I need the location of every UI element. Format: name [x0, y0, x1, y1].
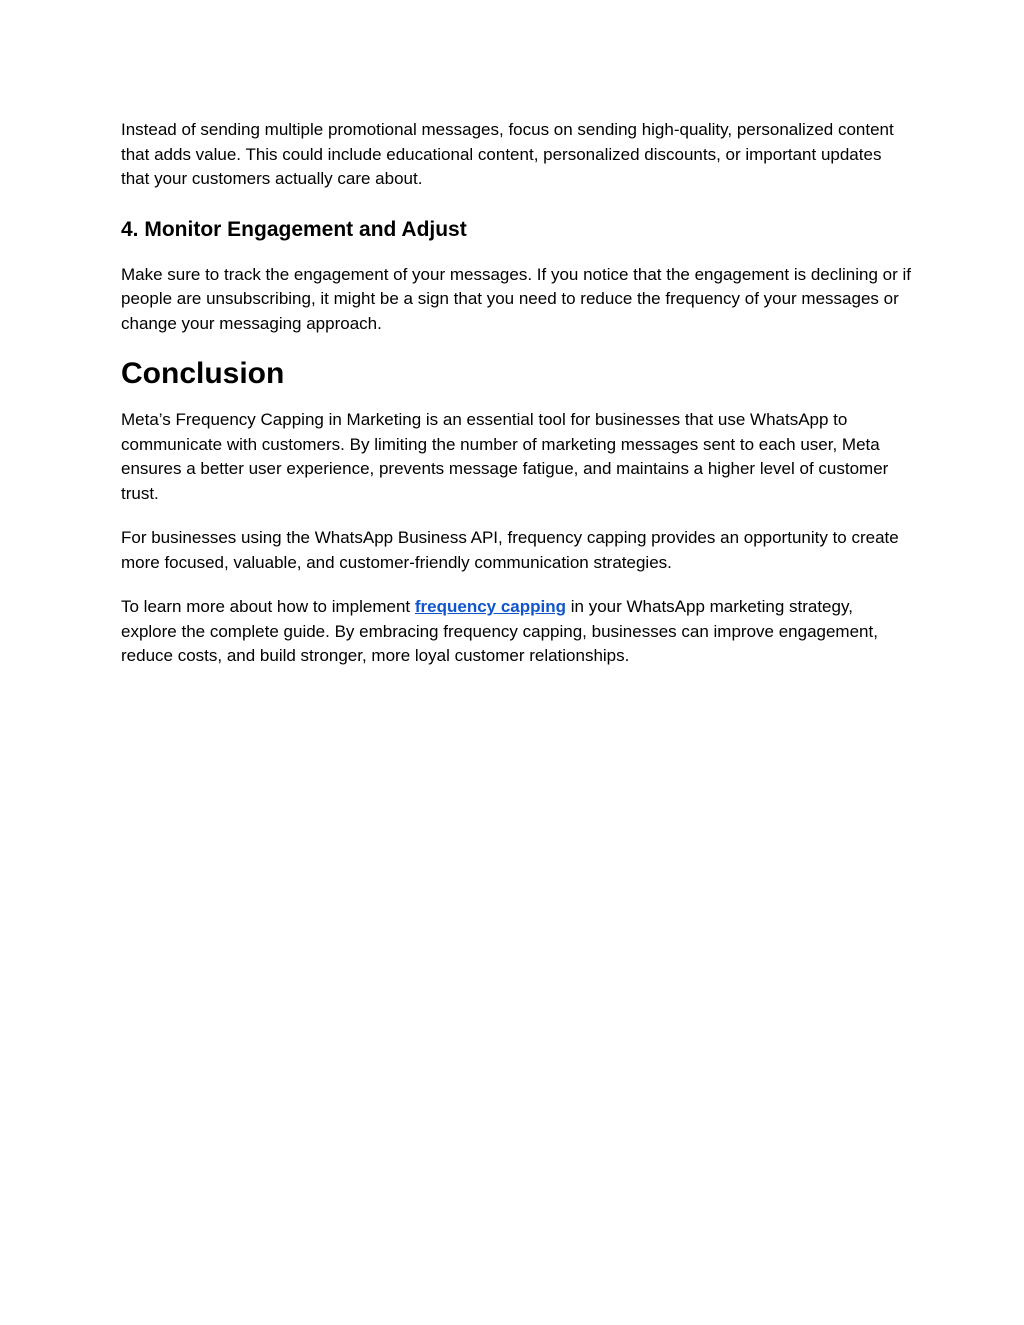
- section-heading-monitor-engagement: 4. Monitor Engagement and Adjust: [121, 217, 467, 241]
- frequency-capping-link[interactable]: frequency capping: [414, 597, 567, 616]
- conclusion-heading: Conclusion: [121, 357, 285, 390]
- paragraph-text-after-link: in your WhatsApp marketing strategy, explore the complete guide. By embracing frequency capping, businesses can improve engagement, reduce costs, and build stronger, more loyal customer relationships.: [121, 597, 878, 665]
- conclusion-paragraph-2: For businesses using the WhatsApp Business API, frequency capping provides an opportunity to create more focused, valuable, and customer-friendly communication strategies.: [121, 528, 899, 572]
- intro-paragraph: Instead of sending multiple promotional messages, focus on sending high-quality, personalized content that adds value. This could include educational content, personalized discounts, or important updates that your customers actually care about.: [121, 120, 894, 188]
- conclusion-paragraph-3: [121, 595, 911, 669]
- section-paragraph-monitor-engagement: Make sure to track the engagement of your messages. If you notice that the engagement is declining or if people are unsubscribing, it might be a sign that you need to reduce the frequency of your messages or change your messaging approach.: [121, 264, 912, 333]
- document-page: [121, 118, 911, 669]
- paragraph-text-before-link: To learn more about how to implement: [121, 597, 415, 616]
- conclusion-paragraph-1: Meta’s Frequency Capping in Marketing is an essential tool for businesses that use WhatsApp to communicate with customers. By limiting the number of marketing messages sent to each user, Meta ensures a better user experience, prevents message fatigue, and maintains a higher level of customer trust.: [121, 410, 889, 503]
